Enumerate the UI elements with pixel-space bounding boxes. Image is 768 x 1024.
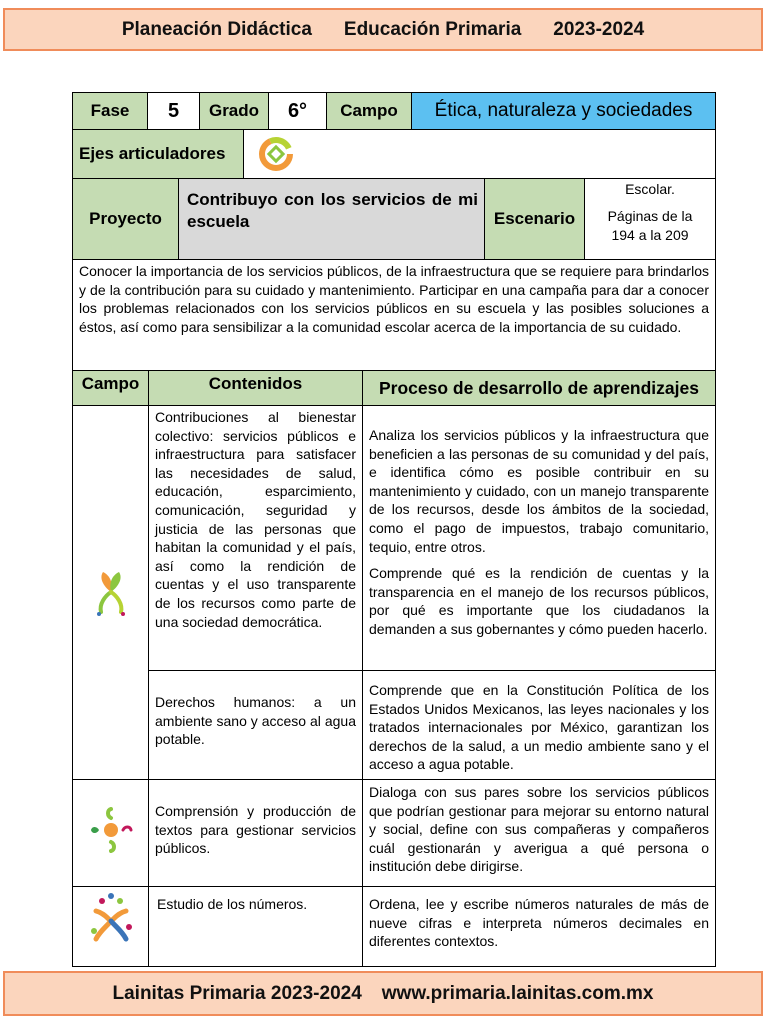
campo-label: Campo xyxy=(326,92,412,130)
escenario-label: Escenario xyxy=(484,178,585,260)
escenario-line1: Escolar. xyxy=(625,181,675,197)
grado-label: Grado xyxy=(199,92,269,130)
fase-label: Fase xyxy=(72,92,148,130)
fase-value: 5 xyxy=(147,92,200,130)
footer-banner xyxy=(3,971,763,1016)
objective-text: Conocer la importancia de los servicios públicos, de la infraestructura que se requiere para brindarlos y de la contribución para su cuidado y mantenimiento. Participar en una campaña para dar a conocer los problemas relacionados con los servicios públicos en su escuela y las posibles soluciones a éstos, así como para sensibilizar a la comunidad escolar acerca de la importancia de su cuidado. xyxy=(72,259,716,371)
contenido-4: Estudio de los números. xyxy=(148,886,363,967)
col-campo-header: Campo xyxy=(72,370,149,406)
footer-url[interactable]: www.primaria.lainitas.com.mx xyxy=(381,983,654,1004)
grado-value: 6° xyxy=(268,92,327,130)
proceso-1b: Comprende qué es la rendición de cuentas y la transparencia en el manejo de los recursos públicos, por qué es importante que los ciudadanos la demanden a sus gobernantes y cómo pueden hacerlo. xyxy=(369,565,709,637)
saberes-campo-icon xyxy=(86,891,136,947)
proceso-1a: Analiza los servicios públicos y la infraestructura que beneficien a las personas de su comunidad y del país, e identifica cómo es posible contribuir en su mantenimiento y cuidado, con un manejo transparente de los recursos, desde los ámbitos de la sociedad, como el pago de impuestos, trabajo comunitario, tequio, entre otros. xyxy=(369,427,709,555)
header-level: Educación Primaria xyxy=(343,19,522,40)
col-contenidos-header: Contenidos xyxy=(148,370,363,406)
campo-value: Ética, naturaleza y sociedades xyxy=(411,92,716,130)
campo-cell-lenguajes xyxy=(72,779,149,887)
proceso-2: Comprende que en la Constitución Política de los Estados Unidos Mexicanos, las leyes nacionales y los tratados internacionales por México, garantizan los derechos de la salud, a un medio ambiente sano y el acceso a agua potable. xyxy=(362,670,716,780)
inclusion-eje-icon xyxy=(256,134,296,174)
escenario-line2: Páginas de la 194 a la 209 xyxy=(607,208,693,243)
proyecto-value: Contribuyo con los servicios de mi escuela xyxy=(178,178,485,260)
proceso-1 xyxy=(362,405,716,671)
contenido-1: Contribuciones al bienestar colectivo: servicios públicos e infraestructura para satisfacer las necesidades de salud, educación, esparcimiento, comunicación, seguridad y justicia de las personas que habitan la comunidad y el país, así como la rendición de cuentas y el uso transparente de los recursos como parte de una sociedad democrática. xyxy=(148,405,363,671)
etica-campo-icon xyxy=(85,566,137,618)
ejes-label: Ejes articuladores xyxy=(72,129,244,179)
escenario-value xyxy=(584,178,716,260)
header-banner xyxy=(3,8,763,51)
proyecto-label: Proyecto xyxy=(72,178,179,260)
proceso-3: Dialoga con sus pares sobre los servicios públicos que podrían gestionar para mejorar su entorno natural y social, define con sus compañeras y compañeros cuál gestionarán y averigua a qué persona o institución debe dirigirse. xyxy=(362,779,716,887)
campo-cell-etica xyxy=(72,405,149,780)
ejes-area xyxy=(243,129,716,179)
header-year: 2023-2024 xyxy=(553,19,645,40)
contenido-3: Comprensión y producción de textos para gestionar servicios públicos. xyxy=(148,779,363,887)
campo-cell-saberes xyxy=(72,886,149,967)
col-proceso-header: Proceso de desarrollo de aprendizajes xyxy=(362,370,716,406)
contenido-2: Derechos humanos: a un ambiente sano y acceso al agua potable. xyxy=(148,670,363,780)
header-title: Planeación Didáctica xyxy=(121,19,312,40)
lenguajes-campo-icon xyxy=(88,806,134,854)
footer-brand: Lainitas Primaria 2023-2024 xyxy=(112,983,362,1004)
proceso-4: Ordena, lee y escribe números naturales de más de nueve cifras e interpreta números decimales en diferentes contextos. xyxy=(362,886,716,967)
